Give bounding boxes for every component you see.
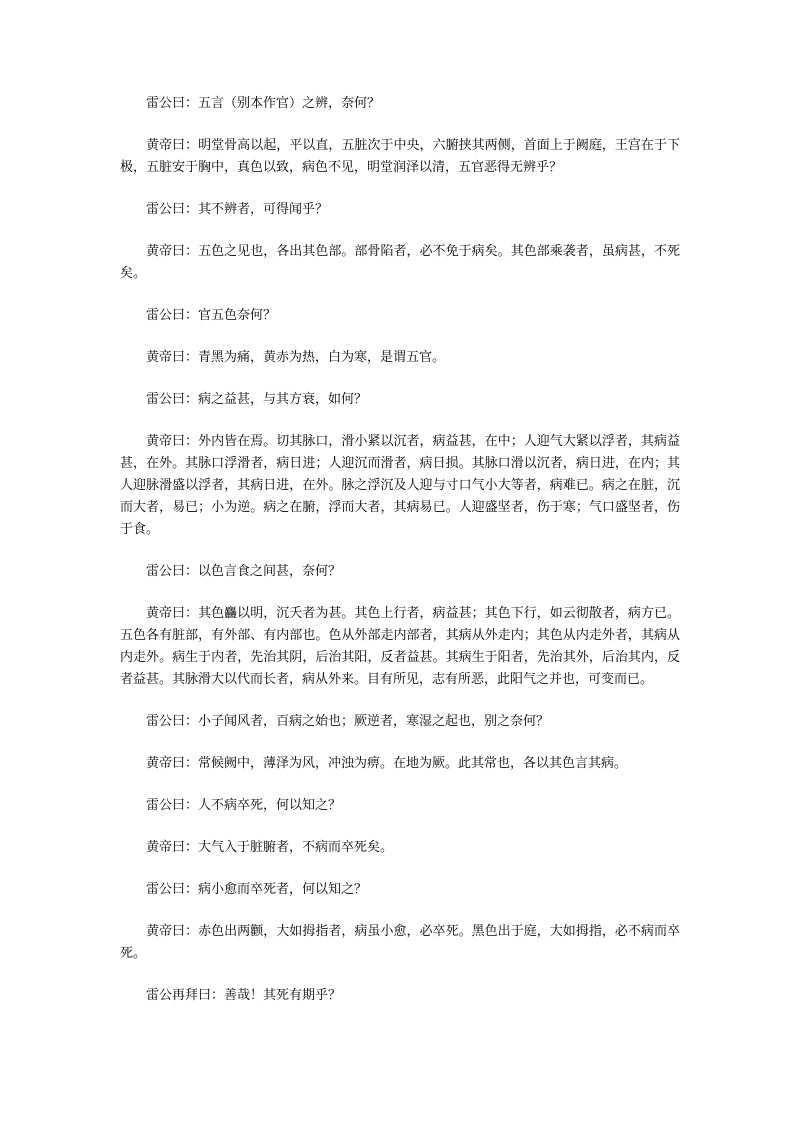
paragraph: 黄帝曰：青黑为痛，黄赤为热，白为寒，是谓五官。 [146, 350, 446, 365]
paragraph: 雷公曰：官五色奈何？ [146, 308, 277, 323]
paragraph: 雷公再拜曰：善哉！其死有期乎？ [146, 988, 342, 1003]
paragraph: 雷公曰：人不病卒死，何以知之？ [146, 798, 342, 813]
paragraph: 雷公曰：病小愈而卒死者，何以知之？ [146, 882, 368, 897]
paragraph: 雷公曰：五言（别本作官）之辨，奈何？ [146, 96, 381, 111]
paragraph: 黄帝曰：常候阙中，薄泽为风，冲浊为痹。在地为厥。此其常也，各以其色言其病。 [146, 756, 628, 771]
document-body [120, 93, 680, 1027]
paragraph: 雷公曰：病之益甚，与其方衰，如何？ [146, 392, 368, 407]
paragraph: 黄帝曰：赤色出两颧，大如拇指者，病虽小愈，必卒死。黑色出于庭，大如拇指，必不病而卒死。 [120, 924, 680, 961]
paragraph: 黄帝曰：其色麤以明，沉夭者为甚。其色上行者，病益甚；其色下行，如云彻散者，病方已。五色各有脏部，有外部、有内部也。色从外部走内部者，其病从外走内；其色从内走外者，其病从内走外。病生于内者，先治其阴，后治其阳，反者益甚。其病生于阳者，先治其外，后治其内，反者益甚。其脉滑大以代而长者，病从外来。目有所见，志有所恶，此阳气之并也，可变而已。 [120, 606, 680, 687]
paragraph: 雷公曰：小子闻风者，百病之始也；厥逆者，寒湿之起也，别之奈何？ [146, 714, 550, 729]
paragraph: 雷公曰：其不辨者，可得闻乎？ [146, 202, 329, 217]
paragraph: 黄帝曰：大气入于脏腑者，不病而卒死矣。 [146, 840, 394, 855]
paragraph: 黄帝曰：明堂骨高以起，平以直，五脏次于中央，六腑挟其两侧，首面上于阙庭，王宫在于下极，五脏安于胸中，真色以致，病色不见，明堂润泽以清，五官恶得无辨乎？ [120, 138, 680, 175]
paragraph: 雷公曰：以色言食之间甚，奈何？ [146, 564, 342, 579]
paragraph: 黄帝曰：五色之见也，各出其色部。部骨陷者，必不免于病矣。其色部乘袭者，虽病甚，不死矣。 [120, 244, 680, 281]
paragraph: 黄帝曰：外内皆在焉。切其脉口，滑小紧以沉者，病益甚，在中；人迎气大紧以浮者，其病益甚，在外。其脉口浮滑者，病日进；人迎沉而滑者，病日损。其脉口滑以沉者，病日进，在内；其人迎脉滑盛以浮者，其病日进，在外。脉之浮沉及人迎与寸口气小大等者，病难已。病之在脏，沉而大者，易已；小为逆。病之在腑，浮而大者，其病易已。人迎盛坚者，伤于寒；气口盛坚者，伤于食。 [120, 434, 680, 537]
